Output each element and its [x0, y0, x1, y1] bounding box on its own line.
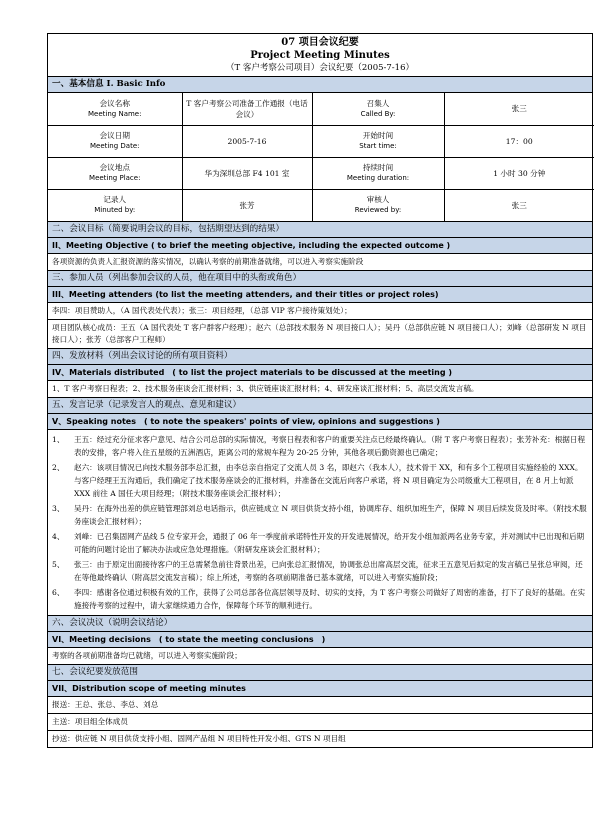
distribution-header-cn: 七、会议纪要发放范围 — [48, 665, 592, 681]
info-row-meeting-date — [48, 125, 594, 157]
materials-content: 1、T 客户考察日程表；2、技术服务座谈会汇报材料；3、供应链座谈汇报材料；4、研发座谈汇报材料；5、高层交流发言稿。 — [48, 381, 592, 398]
attendees-core-team: 项目团队核心成员：王五（A 国代表处 T 客户群客户经理）；赵六（总部技术服务 N 项目接口人）；吴丹（总部供应链 N 项目接口人）；刘峰（总部研发 N 项目接口人）；张芳（总部客户工程师） — [48, 320, 592, 349]
materials-header-cn: 四、发放材料（列出会议讨论的所有项目资料） — [48, 349, 592, 365]
meeting-minutes-document — [47, 33, 593, 748]
basic-info-table — [48, 93, 592, 222]
info-value: 2005-7-16 — [182, 125, 312, 157]
distribution-main-to: 主送：项目组全体成员 — [48, 714, 592, 731]
notes-list — [48, 430, 592, 616]
decisions-content: 考察的各项前期准备均已就绪，可以进入考察实施阶段； — [48, 648, 592, 665]
distribution-header-en: VII、Distribution scope of meeting minutes — [48, 681, 592, 697]
info-label: 会议日期 Meeting Date: — [48, 125, 182, 157]
attendees-header-en: III、Meeting attenders (to list the meeting attenders, and their titles or project roles) — [48, 287, 592, 303]
decisions-header-en: VI、Meeting decisions ( to state the meeting conclusions ) — [48, 632, 592, 648]
page-title-cn: 07 项目会议纪要 — [281, 37, 359, 48]
page-title-en: Project Meeting Minutes — [250, 50, 390, 61]
info-row-meeting-name — [48, 93, 594, 125]
info-value: 张三 — [444, 189, 594, 221]
info-label: 持续时间 Meeting duration: — [312, 157, 444, 189]
attendees-sponsors: 李四：项目赞助人，（A 国代表处代表）；张三：项目经理，（总部 VIP 客户接待策划处）； — [48, 303, 592, 320]
basic-info-header: 一、基本信息 I. Basic Info — [48, 77, 592, 93]
info-label: 审核人 Reviewed by: — [312, 189, 444, 221]
title-block — [48, 34, 592, 77]
note-item: 4、 刘峰：已召集固网产品线 5 位专家开会，通报了 06 年一季度前承诺特性开发的开发进展情况，给开发小组加派两名业务专家，并对测试中已出现和后期可能的问题讨论出了解决办法或应急处理措施。（附研发座谈会汇报材料）； — [52, 532, 585, 554]
info-label: 会议地点 Meeting Place: — [48, 157, 182, 189]
objective-header-en: II、Meeting Objective ( to brief the meeting objective, including the expected outcome ) — [48, 238, 592, 254]
info-label: 会议名称 Meeting Name: — [48, 93, 182, 125]
info-value: 华为深圳总部 F4 101 室 — [182, 157, 312, 189]
note-item: 2、 赵六：该项目情况已向技术服务部李总汇报，由李总亲自指定了交流人员 3 名，即赵六（我本人），技术骨干 XX，和有多个工程项目实施经验的 XXX。与客户经理王五沟通后，我们确定了技术服务座谈会的汇报材料，并准备在交流后向客户承诺，将 N 项目确定为公司级重大工程项目，在 8 月上旬派 XXX 前往 A 国任大项目经理；（附技术服务座谈会汇报材料）； — [52, 463, 583, 498]
info-value: T 客户考察公司准备工作通报（电话会议） — [182, 93, 312, 125]
note-item: 6、 李四：感谢各位通过积极有效的工作，获得了公司总部各位高层领导及时、切实的支持，为 T 客户考察公司做好了周密的准备，打下了良好的基础。在实施接待考察的过程中，请大家继续通力合作，保障每个环节的顺利进行。 — [52, 588, 586, 610]
info-row-minuted-by — [48, 189, 594, 221]
info-row-meeting-place — [48, 157, 594, 189]
info-label: 记录人 Minuted by: — [48, 189, 182, 221]
info-value: 张三 — [444, 93, 594, 125]
info-value: 1 小时 30 分钟 — [444, 157, 594, 189]
notes-header-cn: 五、发言记录（记录发言人的观点、意见和建议） — [48, 398, 592, 414]
note-item: 1、 王五：经过充分征求客户意见、结合公司总部的实际情况，考察日程表和客户的重要关注点已经最终确认。（附 T 客户考察日程表）；张芳补充：根据日程表的安排，客户将入住五星级的五洲酒店，距离公司的常规车程为 20-25 分钟，其他各项后勤资源也已确定； — [52, 435, 586, 457]
info-label: 召集人 Called By: — [312, 93, 444, 125]
info-value: 17：00 — [444, 125, 594, 157]
distribution-cc: 抄送：供应链 N 项目供货支持小组、固网产品组 N 项目特性开发小组、GTS N 项目组 — [52, 734, 346, 743]
attendees-header-cn: 三、参加人员（列出参加会议的人员，他在项目中的头衔或角色） — [48, 271, 592, 287]
note-item: 3、 吴丹：在海外出差的供应链管理部刘总电话指示，供应链成立 N 项目供货支持小组，协调库存、组织加班生产，保障 N 项目后续发货及时率。（附技术服务座谈会汇报材料）； — [52, 504, 587, 526]
objective-content: 各项资源的负责人汇报资源的落实情况，以确认考察的前期准备就绪，可以进入考察实施阶段 — [48, 254, 592, 271]
decisions-header-cn: 六、会议决议（说明会议结论） — [48, 616, 592, 632]
info-value: 张芳 — [182, 189, 312, 221]
notes-header-en: V、Speaking notes ( to note the speakers' points of view, opinions and suggestions ) — [48, 414, 592, 430]
objective-header-cn: 二、会议目标（简要说明会议的目标，包括期望达到的结果） — [48, 222, 592, 238]
note-item: 5、 张三：由于原定出面接待客户的王总需紧急前往背景出差，已向张总汇报情况，协调张总出席高层交流，征求王五意见后拟定的发言稿已呈张总审阅，还在等他最终确认（附高层交流发言稿）；综上所述，考察的各项前期准备已基本就绪，可以进入考察实施阶段； — [52, 560, 583, 582]
page-subtitle: （T 客户考察公司项目）会议纪要（2005-7-16） — [226, 63, 414, 73]
info-label: 开始时间 Start time: — [312, 125, 444, 157]
distribution-report-to: 报送：王总、张总、李总、刘总 — [48, 697, 592, 714]
materials-header-en: IV、Materials distributed ( to list the project materials to be discussed at the meeting ) — [48, 365, 592, 381]
